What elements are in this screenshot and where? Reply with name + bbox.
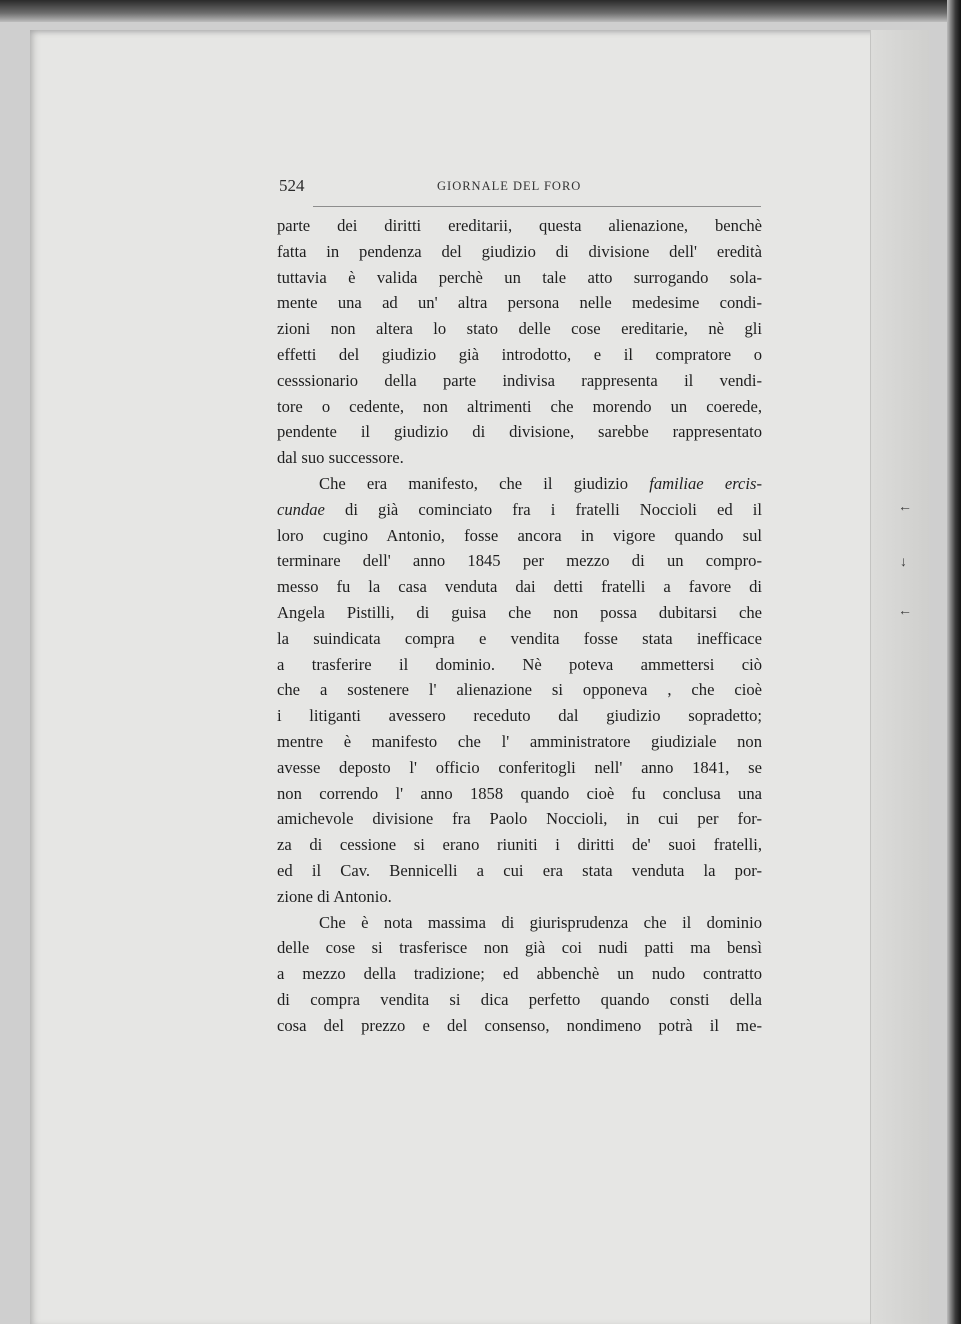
text-line: cesssionario della parte indivisa rappresenta il vendi- xyxy=(277,370,762,390)
text-line: dal suo successore. xyxy=(277,448,404,468)
text-line: zioni non altera lo stato delle cose ereditarie, nè gli xyxy=(277,319,762,339)
text-line: a trasferire il dominio. Nè poteva ammettersi ciò xyxy=(277,654,762,674)
text-line: a mezzo della tradizione; ed abbenchè un nudo contratto xyxy=(277,964,762,984)
italic-phrase: cundae xyxy=(277,499,325,519)
adjacent-page-edge xyxy=(870,30,929,1324)
text-line: tuttavia è valida perchè un tale atto surrogando sola- xyxy=(277,267,762,287)
text-line: fatta in pendenza del giudizio di divisione dell' eredità xyxy=(277,241,762,261)
page-number: 524 xyxy=(279,176,305,195)
text-line: pendente il giudizio di divisione, sarebbe rappresentato xyxy=(277,422,762,442)
text-line: delle cose si trasferisce non già coi nudi patti ma bensì xyxy=(277,938,762,958)
margin-arrow-icon: ← xyxy=(898,500,912,515)
scan-top-shadow xyxy=(0,0,961,22)
text-line: terminare dell' anno 1845 per mezzo di un compro- xyxy=(277,551,762,571)
italic-phrase: familiae ercis- xyxy=(649,473,762,493)
text-line: Che era manifesto, che il giudizio familiae ercis- xyxy=(319,473,762,493)
text-line: zione di Antonio. xyxy=(277,886,392,906)
text-line: di compra vendita si dica perfetto quando consti della xyxy=(277,989,762,1009)
text-line: za di cessione si erano riuniti i diritti de' suoi fratelli, xyxy=(277,835,762,855)
text-line: non correndo l' anno 1858 quando cioè fu conclusa una xyxy=(277,783,762,803)
text-line: Angela Pistilli, di guisa che non possa dubitarsi che xyxy=(277,602,762,622)
margin-tick-icon: ↓ xyxy=(900,555,907,570)
header-rule xyxy=(313,206,761,207)
text-line: mente una ad un' altra persona nelle medesime condi- xyxy=(277,293,762,313)
body-text xyxy=(277,213,762,1039)
text-line: mentre è manifesto che l' amministratore giudiziale non xyxy=(277,731,762,751)
text-line: amichevole divisione fra Paolo Noccioli, in cui per for- xyxy=(277,809,762,829)
text-line: parte dei diritti ereditarii, questa alienazione, benchè xyxy=(277,216,762,235)
margin-arrow-icon: ← xyxy=(898,604,912,619)
text-line: Che è nota massima di giurisprudenza che il dominio xyxy=(319,912,762,932)
scan-right-shadow xyxy=(947,0,961,1324)
text-line: loro cugino Antonio, fosse ancora in vigore quando sul xyxy=(277,525,762,545)
text-line: tore o cedente, non altrimenti che morendo un coerede, xyxy=(277,396,762,416)
text-line: ed il Cav. Bennicelli a cui era stata venduta la por- xyxy=(277,860,762,880)
text-line: avesse deposto l' officio conferitogli nell' anno 1841, se xyxy=(277,757,762,777)
text-line: cosa del prezzo e del consenso, nondimeno potrà il me- xyxy=(277,1015,762,1035)
running-head: GIORNALE DEL FORO xyxy=(437,179,582,193)
text-line: effetti del giudizio già introdotto, e il compratore o xyxy=(277,344,762,364)
text-line: la suindicata compra e vendita fosse stata inefficace xyxy=(277,628,762,648)
text-line: i litiganti avessero receduto dal giudizio sopradetto; xyxy=(277,706,762,726)
text-line: che a sostenere l' alienazione si opponeva , che cioè xyxy=(277,680,762,700)
text-line: messo fu la casa venduta dai detti fratelli a favore di xyxy=(277,577,762,597)
text-line: cundae di già cominciato fra i fratelli Noccioli ed il xyxy=(277,499,762,519)
page-header xyxy=(277,176,762,200)
